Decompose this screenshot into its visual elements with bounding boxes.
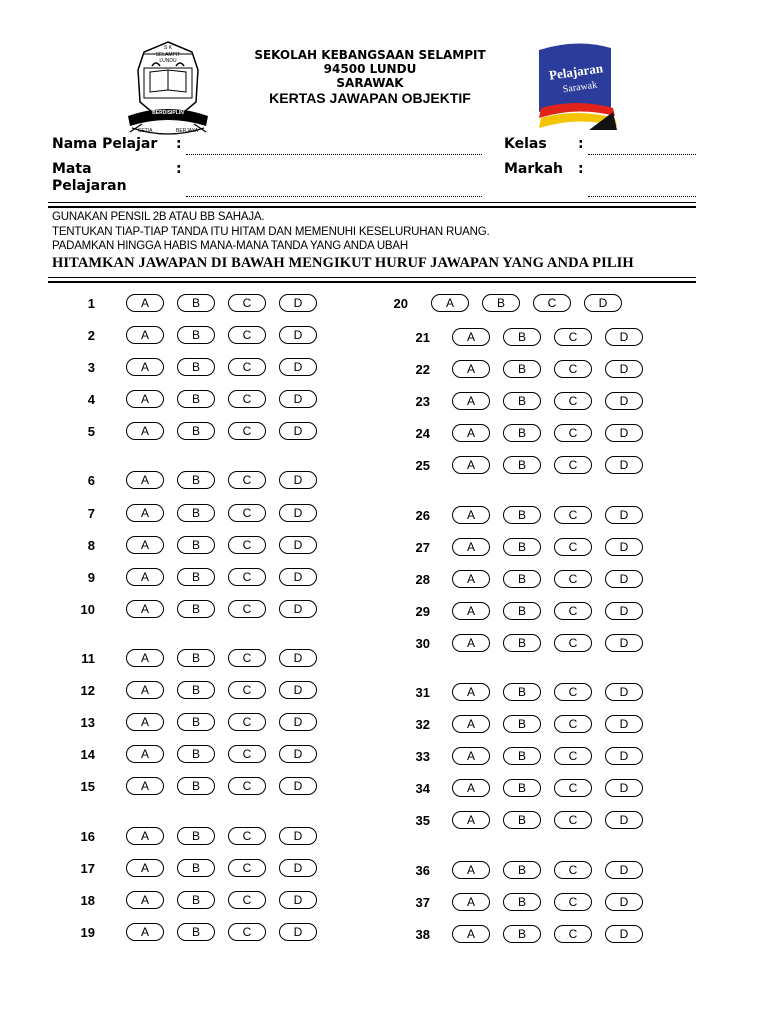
crest-motto-left: SETIA xyxy=(138,128,153,134)
answer-bubble-d[interactable]: D xyxy=(605,570,643,588)
divider-top-2 xyxy=(48,206,696,208)
answer-bubble-a[interactable]: A xyxy=(126,326,164,344)
instruction-line-2: TENTUKAN TIAP-TIAP TANDA ITU HITAM DAN MEMENUHI KESELURUHAN RUANG. xyxy=(52,226,490,238)
answer-bubble-c[interactable]: C xyxy=(554,634,592,652)
answer-bubble-b[interactable]: B xyxy=(503,634,541,652)
question-number: 25 xyxy=(415,458,430,473)
answer-bubble-b[interactable]: B xyxy=(177,745,215,763)
answer-bubble-d[interactable]: D xyxy=(605,360,643,378)
answer-bubble-a[interactable]: A xyxy=(452,715,490,733)
answer-bubble-d[interactable]: D xyxy=(584,294,622,312)
answer-bubble-b[interactable]: B xyxy=(177,923,215,941)
answer-bubble-a[interactable]: A xyxy=(126,294,164,312)
answer-bubble-d[interactable]: D xyxy=(279,568,317,586)
pelajaran-sarawak-logo xyxy=(533,38,619,134)
class-field[interactable] xyxy=(588,154,696,155)
answer-bubble-a[interactable]: A xyxy=(126,504,164,522)
question-number: 24 xyxy=(415,426,430,441)
answer-bubble-c[interactable]: C xyxy=(554,456,592,474)
answer-bubble-a[interactable]: A xyxy=(452,861,490,879)
answer-bubble-a[interactable]: A xyxy=(452,634,490,652)
question-number: 27 xyxy=(415,540,430,555)
answer-bubble-d[interactable]: D xyxy=(279,859,317,877)
answer-bubble-b[interactable]: B xyxy=(503,779,541,797)
answer-bubble-b[interactable]: B xyxy=(503,602,541,620)
answer-bubble-d[interactable]: D xyxy=(279,891,317,909)
name-field[interactable] xyxy=(186,154,482,155)
answer-bubble-a[interactable]: A xyxy=(126,422,164,440)
answer-bubble-c[interactable]: C xyxy=(228,681,266,699)
answer-bubble-a[interactable]: A xyxy=(452,779,490,797)
answer-bubble-d[interactable]: D xyxy=(605,392,643,410)
answer-bubble-b[interactable]: B xyxy=(177,713,215,731)
answer-bubble-b[interactable]: B xyxy=(177,422,215,440)
divider-mid-2 xyxy=(48,281,696,283)
answer-bubble-b[interactable]: B xyxy=(177,827,215,845)
answer-bubble-d[interactable]: D xyxy=(605,811,643,829)
answer-bubble-b[interactable]: B xyxy=(503,570,541,588)
answer-bubble-c[interactable]: C xyxy=(554,570,592,588)
answer-bubble-d[interactable]: D xyxy=(605,893,643,911)
answer-bubble-b[interactable]: B xyxy=(177,358,215,376)
question-number: 28 xyxy=(415,572,430,587)
subject-label-2: Pelajaran xyxy=(52,178,127,194)
question-number: 7 xyxy=(87,506,95,521)
answer-bubble-b[interactable]: B xyxy=(503,456,541,474)
answer-bubble-d[interactable]: D xyxy=(279,923,317,941)
answer-bubble-c[interactable]: C xyxy=(554,811,592,829)
answer-bubble-a[interactable]: A xyxy=(126,681,164,699)
answer-bubble-c[interactable]: C xyxy=(228,294,266,312)
answer-bubble-a[interactable]: A xyxy=(126,777,164,795)
answer-bubble-d[interactable]: D xyxy=(605,634,643,652)
answer-bubble-d[interactable]: D xyxy=(605,602,643,620)
answer-bubble-c[interactable]: C xyxy=(554,602,592,620)
question-number: 31 xyxy=(415,685,430,700)
answer-bubble-c[interactable]: C xyxy=(554,360,592,378)
divider-mid-1 xyxy=(48,277,696,278)
answer-bubble-d[interactable]: D xyxy=(279,422,317,440)
subject-colon: : xyxy=(176,161,182,177)
answer-bubble-a[interactable]: A xyxy=(431,294,469,312)
question-number: 22 xyxy=(415,362,430,377)
answer-bubble-a[interactable]: A xyxy=(126,358,164,376)
sheet-title: KERTAS JAWAPAN OBJEKTIF xyxy=(269,90,471,106)
answer-bubble-c[interactable]: C xyxy=(228,923,266,941)
name-label: Nama Pelajar xyxy=(52,136,158,152)
class-colon: : xyxy=(578,136,584,152)
question-number: 30 xyxy=(415,636,430,651)
answer-bubble-a[interactable]: A xyxy=(126,600,164,618)
crest-text-lundu: LUNDU xyxy=(159,58,177,64)
answer-bubble-c[interactable]: C xyxy=(228,745,266,763)
question-number: 8 xyxy=(87,538,95,553)
answer-bubble-d[interactable]: D xyxy=(279,827,317,845)
answer-bubble-b[interactable]: B xyxy=(177,390,215,408)
name-colon: : xyxy=(176,136,182,152)
question-number: 2 xyxy=(87,328,95,343)
answer-bubble-b[interactable]: B xyxy=(177,600,215,618)
answer-bubble-b[interactable]: B xyxy=(177,777,215,795)
school-postcode: 94500 LUNDU xyxy=(323,62,417,76)
answer-bubble-d[interactable]: D xyxy=(279,358,317,376)
question-number: 20 xyxy=(393,296,408,311)
answer-bubble-c[interactable]: C xyxy=(554,392,592,410)
answer-bubble-d[interactable]: D xyxy=(279,471,317,489)
instruction-main: HITAMKAN JAWAPAN DI BAWAH MENGIKUT HURUF JAWAPAN YANG ANDA PILIH xyxy=(52,255,634,271)
answer-bubble-c[interactable]: C xyxy=(228,859,266,877)
answer-bubble-c[interactable]: C xyxy=(228,891,266,909)
answer-bubble-c[interactable]: C xyxy=(554,538,592,556)
answer-bubble-a[interactable]: A xyxy=(452,570,490,588)
answer-bubble-a[interactable]: A xyxy=(126,923,164,941)
answer-bubble-b[interactable]: B xyxy=(177,504,215,522)
answer-bubble-c[interactable]: C xyxy=(554,683,592,701)
crest-text-selampit: SELAMPIT xyxy=(155,52,181,58)
answer-bubble-a[interactable]: A xyxy=(452,538,490,556)
question-number: 26 xyxy=(415,508,430,523)
school-name: SEKOLAH KEBANGSAAN SELAMPIT xyxy=(254,48,486,62)
school-crest-logo xyxy=(122,40,214,140)
answer-bubble-d[interactable]: D xyxy=(605,779,643,797)
question-number: 23 xyxy=(415,394,430,409)
answer-bubble-b[interactable]: B xyxy=(503,506,541,524)
answer-bubble-c[interactable]: C xyxy=(228,422,266,440)
answer-bubble-c[interactable]: C xyxy=(228,358,266,376)
question-number: 17 xyxy=(80,861,95,876)
marks-colon: : xyxy=(578,161,584,177)
question-number: 29 xyxy=(415,604,430,619)
answer-bubble-b[interactable]: B xyxy=(177,294,215,312)
class-label: Kelas xyxy=(504,136,547,152)
answer-bubble-d[interactable]: D xyxy=(279,745,317,763)
answer-bubble-a[interactable]: A xyxy=(126,390,164,408)
answer-bubble-d[interactable]: D xyxy=(605,861,643,879)
answer-bubble-b[interactable]: B xyxy=(177,326,215,344)
answer-bubble-a[interactable]: A xyxy=(452,506,490,524)
answer-bubble-c[interactable]: C xyxy=(228,568,266,586)
question-number: 34 xyxy=(415,781,430,796)
answer-bubble-c[interactable]: C xyxy=(228,713,266,731)
answer-bubble-a[interactable]: A xyxy=(126,745,164,763)
answer-bubble-d[interactable]: D xyxy=(279,681,317,699)
answer-bubble-b[interactable]: B xyxy=(503,861,541,879)
answer-bubble-d[interactable]: D xyxy=(279,294,317,312)
answer-bubble-a[interactable]: A xyxy=(126,649,164,667)
answer-bubble-a[interactable]: A xyxy=(452,456,490,474)
answer-bubble-a[interactable]: A xyxy=(452,602,490,620)
answer-bubble-c[interactable]: C xyxy=(554,715,592,733)
answer-bubble-c[interactable]: C xyxy=(554,506,592,524)
answer-bubble-b[interactable]: B xyxy=(177,859,215,877)
answer-bubble-d[interactable]: D xyxy=(605,925,643,943)
answer-bubble-a[interactable]: A xyxy=(452,360,490,378)
answer-bubble-c[interactable]: C xyxy=(554,328,592,346)
question-number: 4 xyxy=(87,392,95,407)
question-number: 15 xyxy=(80,779,95,794)
answer-bubble-d[interactable]: D xyxy=(605,328,643,346)
answer-bubble-d[interactable]: D xyxy=(605,683,643,701)
question-number: 5 xyxy=(87,424,95,439)
instruction-line-3: PADAMKAN HINGGA HABIS MANA-MANA TANDA YANG ANDA UBAH xyxy=(52,240,408,252)
crest-motto-right: BERJAYA xyxy=(176,128,199,134)
answer-bubble-d[interactable]: D xyxy=(605,715,643,733)
question-number: 13 xyxy=(80,715,95,730)
answer-bubble-c[interactable]: C xyxy=(554,424,592,442)
question-number: 3 xyxy=(87,360,95,375)
question-number: 6 xyxy=(87,473,95,488)
answer-bubble-b[interactable]: B xyxy=(503,360,541,378)
answer-bubble-c[interactable]: C xyxy=(554,925,592,943)
answer-bubble-a[interactable]: A xyxy=(452,683,490,701)
answer-bubble-a[interactable]: A xyxy=(452,328,490,346)
answer-bubble-b[interactable]: B xyxy=(503,715,541,733)
question-number: 11 xyxy=(81,651,95,666)
question-number: 10 xyxy=(80,602,95,617)
answer-bubble-b[interactable]: B xyxy=(177,891,215,909)
answer-bubble-a[interactable]: A xyxy=(452,392,490,410)
crest-band-text: BERDISIPLIN xyxy=(152,110,184,116)
answer-bubble-b[interactable]: B xyxy=(177,681,215,699)
answer-bubble-c[interactable]: C xyxy=(554,861,592,879)
answer-bubble-d[interactable]: D xyxy=(279,600,317,618)
answer-bubble-c[interactable]: C xyxy=(228,600,266,618)
answer-bubble-d[interactable]: D xyxy=(279,536,317,554)
answer-bubble-a[interactable]: A xyxy=(452,747,490,765)
question-number: 36 xyxy=(415,863,430,878)
question-number: 21 xyxy=(415,330,430,345)
answer-bubble-d[interactable]: D xyxy=(279,504,317,522)
answer-bubble-d[interactable]: D xyxy=(279,713,317,731)
answer-bubble-c[interactable]: C xyxy=(228,649,266,667)
answer-bubble-d[interactable]: D xyxy=(605,747,643,765)
answer-bubble-b[interactable]: B xyxy=(482,294,520,312)
question-number: 18 xyxy=(80,893,95,908)
answer-bubble-b[interactable]: B xyxy=(503,925,541,943)
question-number: 32 xyxy=(415,717,430,732)
answer-bubble-a[interactable]: A xyxy=(452,893,490,911)
answer-bubble-c[interactable]: C xyxy=(554,779,592,797)
answer-bubble-d[interactable]: D xyxy=(279,326,317,344)
answer-bubble-c[interactable]: C xyxy=(228,390,266,408)
answer-bubble-a[interactable]: A xyxy=(126,859,164,877)
answer-bubble-b[interactable]: B xyxy=(503,328,541,346)
question-number: 37 xyxy=(415,895,430,910)
answer-bubble-d[interactable]: D xyxy=(279,777,317,795)
question-number: 14 xyxy=(80,747,95,762)
answer-bubble-c[interactable]: C xyxy=(228,471,266,489)
answer-bubble-c[interactable]: C xyxy=(228,326,266,344)
answer-bubble-d[interactable]: D xyxy=(605,538,643,556)
subject-field[interactable] xyxy=(186,196,482,197)
question-number: 19 xyxy=(80,925,95,940)
question-number: 16 xyxy=(80,829,95,844)
answer-bubble-b[interactable]: B xyxy=(177,536,215,554)
answer-bubble-d[interactable]: D xyxy=(279,390,317,408)
answer-bubble-b[interactable]: B xyxy=(503,811,541,829)
answer-bubble-a[interactable]: A xyxy=(126,827,164,845)
answer-bubble-a[interactable]: A xyxy=(126,891,164,909)
answer-bubble-d[interactable]: D xyxy=(605,424,643,442)
answer-bubble-a[interactable]: A xyxy=(126,713,164,731)
logo-text-sarawak: Sarawak xyxy=(562,79,598,96)
answer-bubble-b[interactable]: B xyxy=(503,538,541,556)
answer-bubble-a[interactable]: A xyxy=(126,568,164,586)
answer-bubble-d[interactable]: D xyxy=(605,456,643,474)
divider-top-1 xyxy=(48,202,696,203)
question-number: 33 xyxy=(415,749,430,764)
marks-field[interactable] xyxy=(588,196,696,197)
answer-bubble-a[interactable]: A xyxy=(452,811,490,829)
answer-bubble-a[interactable]: A xyxy=(452,424,490,442)
answer-bubble-b[interactable]: B xyxy=(503,392,541,410)
answer-bubble-b[interactable]: B xyxy=(177,471,215,489)
instruction-line-1: GUNAKAN PENSIL 2B ATAU BB SAHAJA. xyxy=(52,211,265,223)
answer-bubble-d[interactable]: D xyxy=(279,649,317,667)
question-number: 38 xyxy=(415,927,430,942)
answer-bubble-c[interactable]: C xyxy=(228,536,266,554)
answer-bubble-c[interactable]: C xyxy=(228,504,266,522)
answer-bubble-c[interactable]: C xyxy=(533,294,571,312)
school-state: SARAWAK xyxy=(336,76,404,90)
answer-bubble-a[interactable]: A xyxy=(126,471,164,489)
answer-bubble-b[interactable]: B xyxy=(177,649,215,667)
crest-text-sk: S K xyxy=(163,45,173,51)
answer-bubble-c[interactable]: C xyxy=(554,893,592,911)
answer-bubble-c[interactable]: C xyxy=(554,747,592,765)
answer-bubble-a[interactable]: A xyxy=(126,536,164,554)
logo-text-pelajaran: Pelajaran xyxy=(548,60,604,83)
question-number: 35 xyxy=(415,813,430,828)
marks-label: Markah xyxy=(504,161,564,177)
answer-bubble-b[interactable]: B xyxy=(503,683,541,701)
answer-bubble-d[interactable]: D xyxy=(605,506,643,524)
answer-bubble-a[interactable]: A xyxy=(452,925,490,943)
answer-bubble-c[interactable]: C xyxy=(228,827,266,845)
answer-bubble-b[interactable]: B xyxy=(503,747,541,765)
question-number: 12 xyxy=(80,683,95,698)
question-number: 1 xyxy=(87,296,95,311)
subject-label-1: Mata xyxy=(52,161,92,177)
question-number: 9 xyxy=(87,570,95,585)
answer-bubble-b[interactable]: B xyxy=(177,568,215,586)
answer-bubble-b[interactable]: B xyxy=(503,424,541,442)
answer-bubble-c[interactable]: C xyxy=(228,777,266,795)
answer-bubble-b[interactable]: B xyxy=(503,893,541,911)
